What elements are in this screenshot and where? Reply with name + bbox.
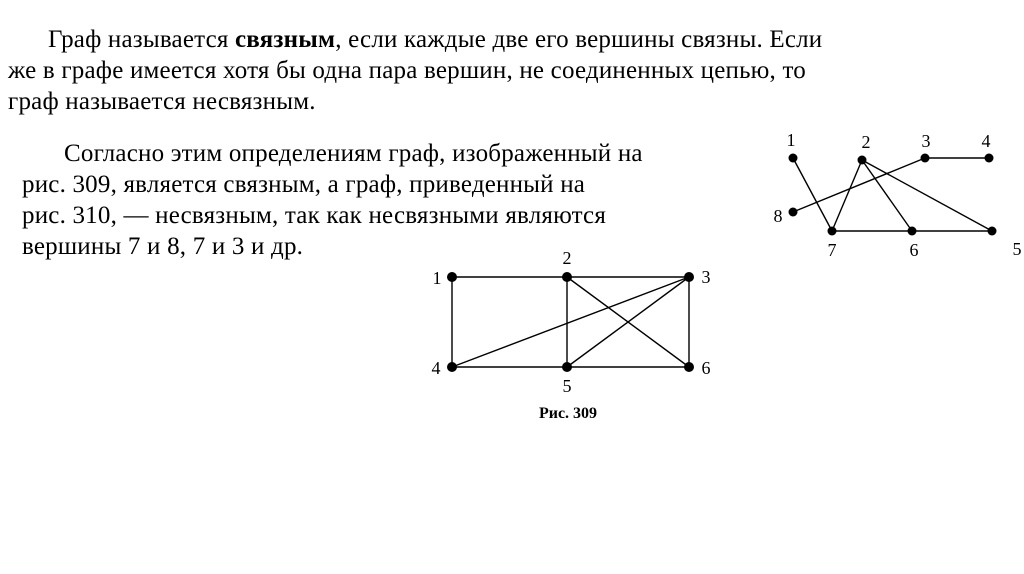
text-segment: Граф называется [48,26,236,53]
figure-310-vertex-labels [774,130,1022,260]
vertex-label-5: 5 [1012,239,1022,259]
vertex-2 [858,156,867,165]
vertex-label-6: 6 [909,240,919,260]
figure-309-caption: Рис. 309 [538,405,598,422]
vertex-label-1: 1 [432,268,442,288]
edge-2-5 [862,160,992,231]
paragraph-definition-line-3: граф называется несвязным. [8,88,316,115]
edge-1-7 [793,158,832,231]
vertex-label-7: 7 [827,240,837,260]
vertex-label-2: 2 [861,132,871,152]
vertex-label-5: 5 [562,376,572,396]
vertex-6 [908,227,917,236]
vertex-label-6: 6 [701,358,711,378]
vertex-label-3: 3 [921,131,931,151]
paragraph-example-line-3: рис. 310, — несвязным, так как несвязными являются [22,202,607,229]
vertex-label-4: 4 [431,358,441,378]
term-connected: связным [235,26,336,53]
vertex-label-3: 3 [701,267,711,287]
vertex-label-2: 2 [562,248,572,268]
vertex-1 [789,154,798,163]
paragraph-example-line-1: Согласно этим определениям граф, изображенный на [64,140,643,167]
paragraph-example-line-2: рис. 309, является связным, а граф, приведенный на [22,171,586,198]
vertex-label-8: 8 [773,206,783,226]
vertex-label-4: 4 [981,131,991,151]
vertex-5 [988,227,997,236]
paragraph-definition-line-2: же в графе имеется хотя бы одна пара вершин, не соединенных цепью, то [8,57,806,84]
vertex-8 [789,208,798,217]
figure-310-vertices [789,154,997,236]
edge-7-2 [832,160,862,231]
vertex-3 [921,154,930,163]
edge-2-6 [862,160,912,231]
vertex-label-1: 1 [786,130,796,150]
vertex-7 [828,227,837,236]
text-segment: , если каждые две его вершины связны. Если [335,26,823,53]
vertex-4 [985,154,994,163]
paragraph-example-line-4: вершины 7 и 8, 7 и 3 и др. [22,233,304,260]
figure-310-edges [793,158,992,231]
